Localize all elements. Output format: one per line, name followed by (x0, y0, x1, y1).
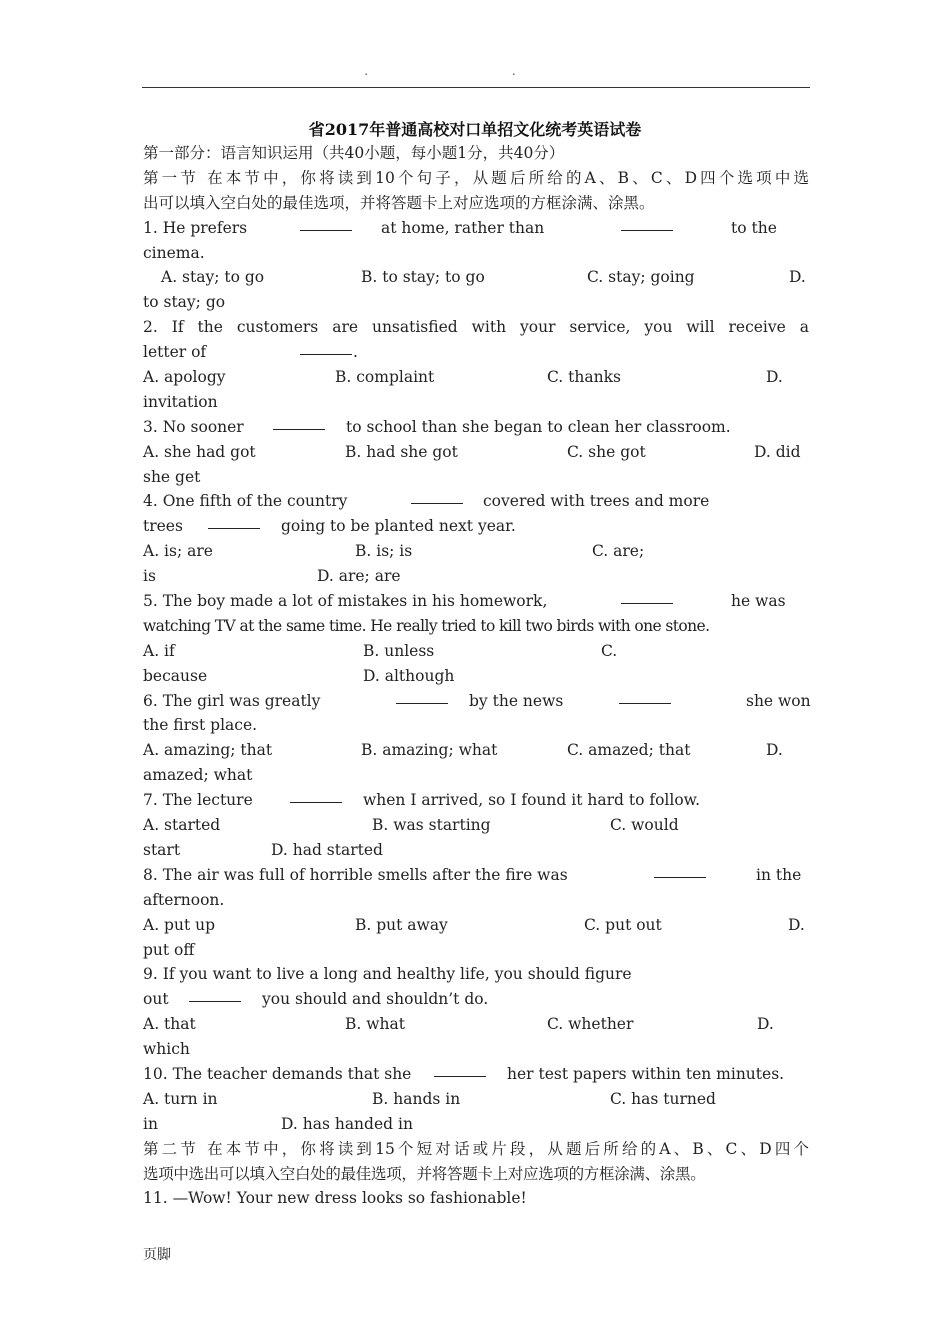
question-9-cont (143, 987, 809, 1012)
question-5-cont (143, 614, 809, 639)
q4-blank-2 (208, 514, 260, 529)
q3-option-d-text: she get (143, 467, 201, 486)
q3-text-a: 3. No sooner (143, 417, 244, 436)
header-dots: . . (364, 64, 586, 78)
q9-option-d-cont (143, 1037, 809, 1062)
q9-blank (189, 987, 241, 1002)
question-6 (143, 689, 809, 714)
q6-option-d-text: amazed; what (143, 766, 253, 785)
q10-text-a: 10. The teacher demands that she (143, 1064, 412, 1083)
q7-blank (290, 788, 342, 803)
q3-option-c: C. she got (567, 442, 646, 461)
q8-blank (654, 863, 706, 878)
section2-line2-text: 选项中选出可以填入空白处的最佳选项，并将答题卡上对应选项的方框涂满、涂黑。 (143, 1164, 706, 1183)
q6-blank-2 (619, 689, 671, 704)
header-rule (142, 87, 810, 88)
q4-options-cont (143, 564, 809, 589)
q1-text-a: 1. He prefers (143, 218, 248, 237)
q1-option-b: B. to stay; to go (361, 268, 485, 287)
q8-cont: afternoon. (143, 890, 225, 909)
section1-instruction-line1: 第一节 在本节中，你将读到10个句子，从题后所给的A、B、C、D四个选项中选 (143, 168, 809, 187)
question-1 (143, 216, 809, 241)
q1-option-d: D. (789, 268, 806, 287)
q10-text-b: her test papers within ten minutes. (507, 1064, 785, 1083)
q6-option-a: A. amazing; that (143, 741, 273, 760)
q8-option-d: D. (788, 915, 805, 934)
question-9 (143, 962, 809, 987)
q6-option-d-cont (143, 763, 809, 788)
q7-text-b: when I arrived, so I found it hard to follow. (363, 791, 701, 810)
question-10 (143, 1062, 809, 1087)
q10-option-d: D. has handed in (281, 1114, 413, 1133)
q5-blank (621, 589, 673, 604)
q1-cont: cinema. (143, 243, 205, 262)
q9-option-d: D. (757, 1015, 774, 1034)
q8-text-b: in the (756, 865, 802, 884)
q4-option-c-cont: is (143, 567, 156, 586)
section1-instruction-line2: 出可以填入空白处的最佳选项，并将答题卡上对应选项的方框涂满、涂黑。 (143, 193, 655, 212)
q3-option-d: D. did (754, 442, 801, 461)
q8-option-c: C. put out (584, 915, 662, 934)
q1-text-c: to the (731, 218, 777, 237)
q5-option-b: B. unless (363, 641, 435, 660)
q8-text-a: 8. The air was full of horrible smells after the fire was (143, 865, 568, 884)
question-3 (143, 415, 809, 440)
question-8 (143, 863, 809, 888)
q8-option-d-cont (143, 938, 809, 963)
q4-option-a: A. is; are (143, 542, 213, 561)
q9-text-c: you should and shouldn’t do. (262, 990, 489, 1009)
q4-text-b: covered with trees and more (483, 492, 710, 511)
q1-option-a: A. stay; to go (161, 268, 265, 287)
q8-option-d-text: put off (143, 940, 195, 959)
q7-option-c: C. would (610, 816, 679, 835)
q1-option-d-cont (143, 290, 809, 315)
q8-option-a: A. put up (143, 915, 216, 934)
q6-blank-1 (396, 689, 448, 704)
q5-option-c: C. (601, 641, 618, 660)
q6-option-d: D. (766, 741, 783, 760)
q2-option-d-text: invitation (143, 392, 218, 411)
question-2: 2. If the customers are unsatisfied with your service, you will receive a (143, 318, 809, 337)
page-title: 省2017年普通高校对口单招文化统考英语试卷 (308, 120, 642, 139)
q4-text-c: trees (143, 517, 183, 536)
q6-option-b: B. amazing; what (361, 741, 498, 760)
q11-text: 11. —Wow! Your new dress looks so fashionable! (143, 1189, 527, 1208)
q1-option-d-text: to stay; go (143, 293, 226, 312)
q3-options (143, 440, 809, 465)
question-2-cont (143, 340, 809, 365)
q8-options (143, 913, 809, 938)
q9-options (143, 1012, 809, 1037)
q6-options (143, 738, 809, 763)
q2-options (143, 365, 809, 390)
q4-option-c: C. are; (592, 542, 645, 561)
q1-option-c: C. stay; going (587, 268, 695, 287)
q3-option-b: B. had she got (345, 442, 458, 461)
q7-options-cont (143, 838, 809, 863)
q4-blank-1 (411, 489, 463, 504)
exam-content (143, 141, 809, 1211)
q6-text-b: by the news (469, 691, 564, 710)
q7-option-d: D. had started (271, 840, 383, 859)
q10-options-cont (143, 1112, 809, 1137)
q9-option-a: A. that (143, 1015, 196, 1034)
q3-option-a: A. she had got (143, 442, 256, 461)
q7-option-b: B. was starting (372, 816, 491, 835)
q2-option-d: D. (766, 368, 783, 387)
q5-text-b: he was (731, 592, 786, 611)
q5-cont: watching TV at the same time. He really tried to kill two birds with one stone. (143, 616, 710, 635)
q3-text-b: to school than she began to clean her classroom. (346, 417, 731, 436)
section2-instruction-line1: 第二节 在本节中，你将读到15个短对话或片段，从题后所给的A、B、C、D四个 (143, 1139, 809, 1158)
q10-option-a: A. turn in (143, 1089, 218, 1108)
q2-option-c: C. thanks (547, 368, 621, 387)
q2-text-a: letter of (143, 343, 207, 362)
q9-text-a: 9. If you want to live a long and healthy life, you should figure (143, 965, 632, 984)
q7-option-c-cont: start (143, 840, 181, 859)
q3-option-d-cont (143, 465, 809, 490)
q1-blank-2 (621, 216, 673, 231)
question-4-cont (143, 514, 809, 539)
q10-option-b: B. hands in (372, 1089, 461, 1108)
q1-blank-1 (300, 216, 352, 231)
question-5 (143, 589, 809, 614)
q5-option-a: A. if (143, 641, 175, 660)
q9-option-c: C. whether (547, 1015, 634, 1034)
question-6-cont (143, 713, 809, 738)
q6-text-a: 6. The girl was greatly (143, 691, 321, 710)
q7-option-a: A. started (143, 816, 221, 835)
q2-option-d-cont (143, 390, 809, 415)
q7-options (143, 813, 809, 838)
q9-option-d-text: which (143, 1040, 190, 1059)
part1-heading-text: 第一部分：语言知识运用（共40小题，每小题1分，共40分） (143, 144, 565, 162)
q2-text-b: . (353, 343, 358, 362)
q2-option-a: A. apology (143, 368, 226, 387)
question-8-cont (143, 888, 809, 913)
q10-option-c-cont: in (143, 1114, 158, 1133)
q6-cont: the first place. (143, 716, 258, 735)
q5-option-c-cont: because (143, 666, 208, 685)
q9-option-b: B. what (345, 1015, 405, 1034)
question-7 (143, 788, 809, 813)
q10-options (143, 1087, 809, 1112)
q3-blank (273, 415, 325, 430)
section2-instruction-line2 (143, 1162, 809, 1187)
q10-blank (434, 1062, 486, 1077)
q4-option-b: B. is; is (355, 542, 413, 561)
q5-option-d: D. although (363, 666, 455, 685)
part1-heading (143, 141, 809, 166)
question-4 (143, 489, 809, 514)
question-11 (143, 1186, 809, 1211)
q2-blank (300, 340, 352, 355)
q9-text-b: out (143, 990, 169, 1009)
q1-options (143, 265, 809, 290)
q6-option-c: C. amazed; that (567, 741, 691, 760)
page-footer: 页脚 (143, 1247, 171, 1263)
q4-option-d: D. are; are (317, 567, 401, 586)
q2-option-b: B. complaint (335, 368, 435, 387)
q5-options (143, 639, 809, 664)
q4-text-d: going to be planted next year. (281, 517, 516, 536)
q8-option-b: B. put away (355, 915, 448, 934)
q5-text-a: 5. The boy made a lot of mistakes in his homework, (143, 592, 548, 611)
q1-text-b: at home, rather than (381, 218, 545, 237)
q4-options (143, 539, 809, 564)
q4-text-a: 4. One fifth of the country (143, 492, 348, 511)
q6-text-c: she won (746, 691, 811, 710)
q7-text-a: 7. The lecture (143, 791, 253, 810)
q10-option-c: C. has turned (610, 1089, 716, 1108)
q5-options-cont (143, 664, 809, 689)
question-1-cont (143, 241, 809, 266)
